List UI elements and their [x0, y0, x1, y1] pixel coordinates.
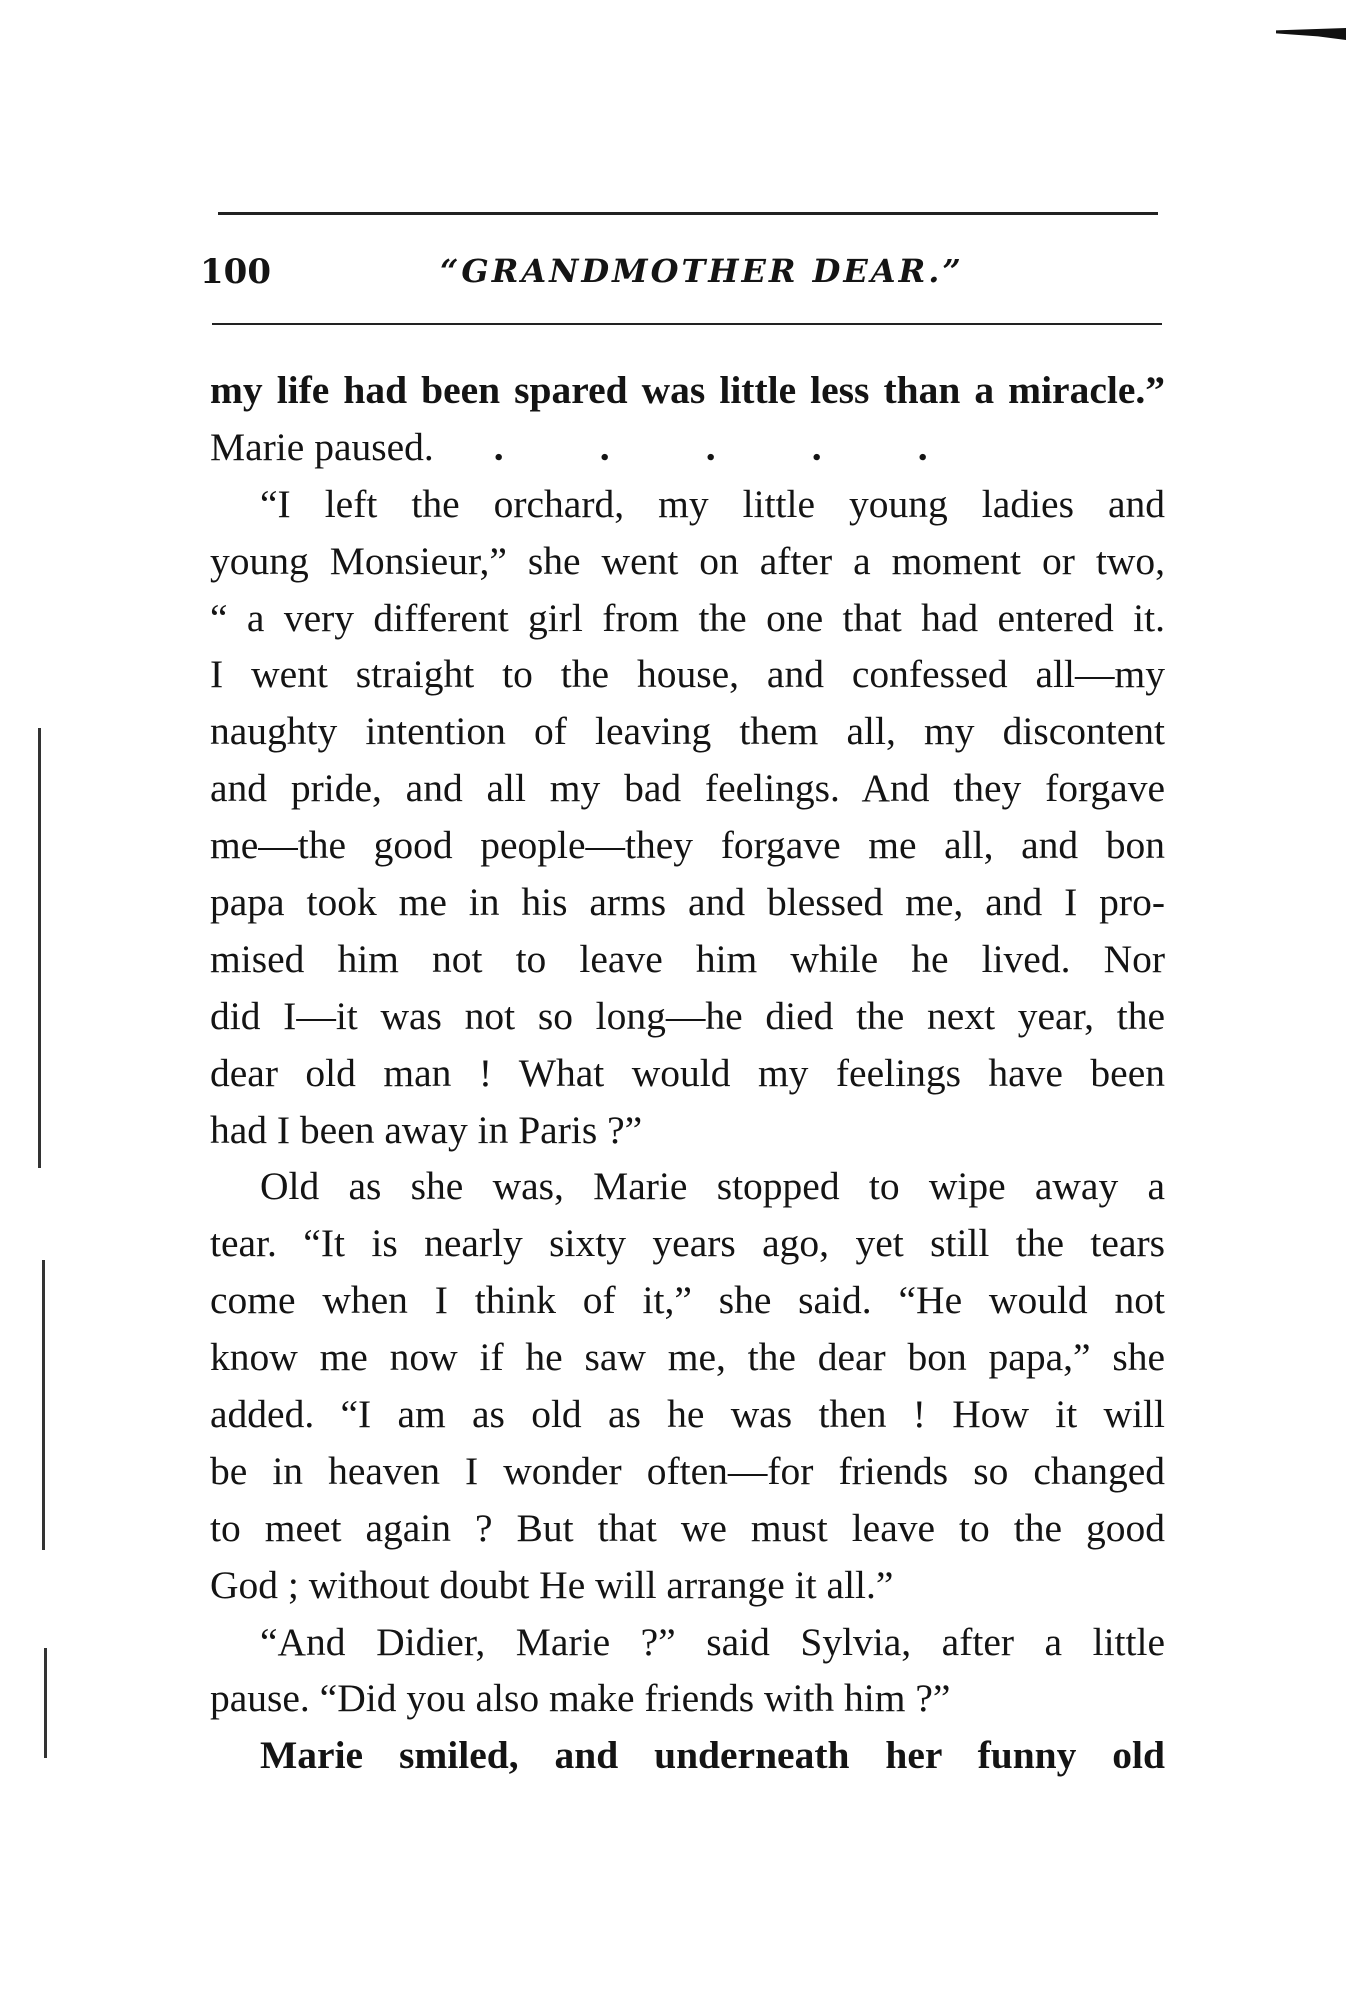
text-line: be in heaven I wonder often—for friends so changed	[210, 1448, 1165, 1493]
text-line: had I been away in Paris ?”	[210, 1107, 643, 1152]
text-line: tear. “It is nearly sixty years ago, yet still the tears	[210, 1221, 1165, 1266]
text-line: dear old man ! What would my feelings have been	[210, 1050, 1165, 1095]
text-line: Old as she was, Marie stopped to wipe away a	[260, 1164, 1165, 1209]
text-line: added. “I am as old as he was then ! How it will	[210, 1392, 1165, 1437]
text-line: my life had been spared was little less than a miracle.”	[210, 368, 1165, 412]
corner-scan-mark	[1276, 28, 1346, 40]
margin-mark	[42, 1260, 45, 1550]
text-line: pause. “Did you also make friends with him ?”	[210, 1676, 951, 1721]
text-line: me—the good people—they forgave me all, and bon	[210, 823, 1165, 868]
margin-mark	[38, 728, 41, 1168]
text-line: “ a very different girl from the one that had entered it.	[210, 595, 1165, 640]
text-line: naughty intention of leaving them all, my discontent	[210, 709, 1165, 754]
ellipsis-dots: . . . . .	[493, 424, 928, 469]
page-number: 100	[200, 252, 271, 292]
text-line: “And Didier, Marie ?” said Sylvia, after a little	[260, 1619, 1165, 1664]
text-line: mised him not to leave him while he lived. Nor	[210, 936, 1165, 981]
text-line: God ; without doubt He will arrange it all.”	[210, 1562, 894, 1607]
text-line: come when I think of it,” she said. “He would not	[210, 1278, 1165, 1323]
text-line: did I—it was not so long—he died the next year, the	[210, 993, 1165, 1038]
text-line-with-ellipsis	[210, 419, 1165, 476]
header-rule	[212, 323, 1162, 325]
text-line: and pride, and all my bad feelings. And they forgave	[210, 766, 1165, 811]
text-line: young Monsieur,” she went on after a moment or two,	[210, 538, 1165, 583]
text-line: I went straight to the house, and confessed all—my	[210, 652, 1165, 697]
text-line: know me now if he saw me, the dear bon papa,” she	[210, 1335, 1165, 1380]
text-line: Marie paused.	[210, 424, 434, 469]
text-line: Marie smiled, and underneath her funny old	[260, 1733, 1165, 1778]
top-rule	[218, 212, 1158, 215]
text-line: “I left the orchard, my little young ladies and	[260, 481, 1165, 526]
text-line: to meet again ? But that we must leave to the good	[210, 1505, 1165, 1550]
page-header	[200, 252, 1160, 302]
running-head: “GRANDMOTHER DEAR.”	[440, 252, 964, 290]
text-line: papa took me in his arms and blessed me, and I pro-	[210, 880, 1165, 925]
margin-mark	[44, 1648, 47, 1758]
body-text	[210, 362, 1165, 1784]
